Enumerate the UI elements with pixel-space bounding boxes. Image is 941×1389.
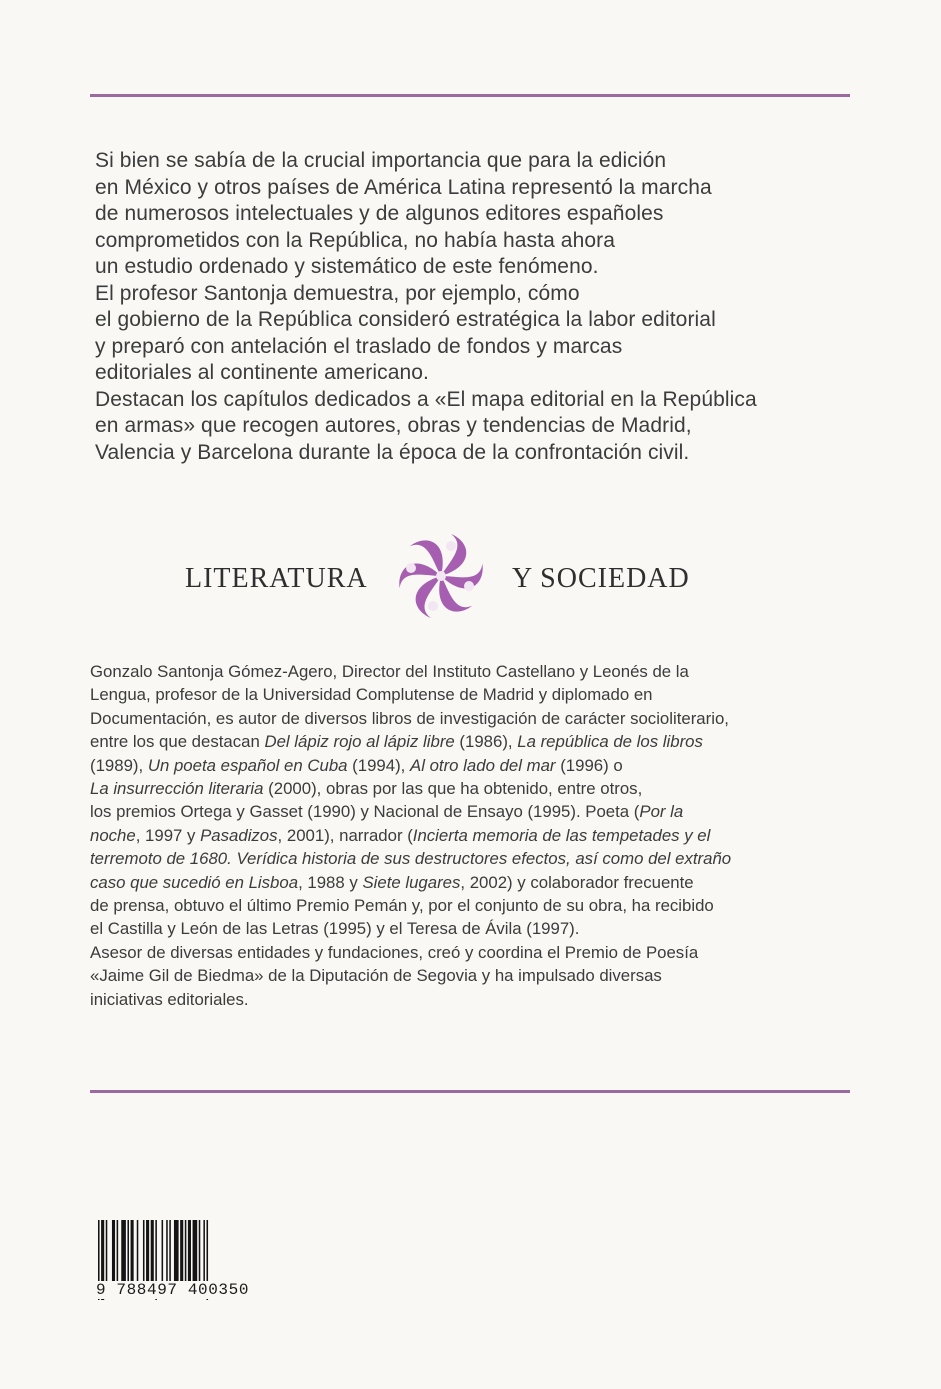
book-title: Pasadizos bbox=[200, 825, 278, 845]
bio-line bbox=[90, 894, 850, 917]
bio-text: Gonzalo Santonja Gómez-Agero, Director del Instituto Castellano y Leonés de la bbox=[90, 662, 689, 681]
bio-text: , 1997 y bbox=[135, 825, 201, 845]
barcode-bar bbox=[199, 1220, 201, 1282]
bottom-divider bbox=[90, 1090, 850, 1093]
bio-text: , 2001), narrador ( bbox=[277, 825, 413, 845]
series-title-part2: Y SOCIEDAD bbox=[512, 563, 690, 594]
barcode-bar bbox=[146, 1220, 149, 1282]
barcode-bar bbox=[180, 1220, 183, 1282]
blurb-line: editoriales al continente americano. bbox=[95, 361, 429, 384]
bio-line bbox=[90, 800, 850, 823]
blurb-line: un estudio ordenado y sistemático de este fenómeno. bbox=[95, 255, 599, 278]
bio-text: iniciativas editoriales. bbox=[90, 989, 249, 1009]
barcode-bar bbox=[112, 1220, 115, 1282]
barcode-bar bbox=[166, 1220, 168, 1282]
blurb-line: Valencia y Barcelona durante la época de la confrontación civil. bbox=[95, 440, 690, 464]
blurb-line: el gobierno de la República consideró estratégica la labor editorial bbox=[95, 308, 716, 331]
bio-line bbox=[90, 777, 850, 800]
blurb-line: en México y otros países de América Latina representó la marcha bbox=[95, 175, 712, 199]
barcode-bar bbox=[162, 1220, 164, 1282]
pinwheel-center bbox=[436, 571, 446, 581]
pinwheel-dot bbox=[464, 581, 474, 591]
pinwheel-icon bbox=[397, 533, 485, 619]
bio-line bbox=[90, 847, 850, 870]
book-title: Del lápiz rojo al lápiz libre bbox=[264, 732, 455, 752]
bio-line bbox=[90, 660, 850, 683]
blurb-line: El profesor Santonja demuestra, por ejemplo, cómo bbox=[95, 281, 580, 305]
book-title: La república de los libros bbox=[517, 732, 703, 752]
book-title: caso que sucedió en Lisboa bbox=[90, 872, 299, 892]
barcode-bar bbox=[193, 1220, 198, 1282]
bio-text: los premios Ortega y Gasset (1990) y Nacional de Ensayo (1995). Poeta ( bbox=[90, 802, 640, 822]
back-cover-blurb bbox=[95, 148, 835, 466]
barcode-bar bbox=[174, 1220, 179, 1282]
book-title: Incierta memoria de las tempetades y el bbox=[412, 825, 711, 845]
bio-text: (2000), obras por las que ha obtenido, entre otros, bbox=[263, 779, 643, 799]
bio-line bbox=[90, 917, 850, 940]
blurb-line: comprometidos con la República, no había hasta ahora bbox=[95, 228, 616, 252]
pinwheel-dot bbox=[406, 563, 416, 573]
barcode-bar bbox=[117, 1220, 119, 1282]
bio-text: Documentación, es autor de diversos libros de investigación de carácter socioliterario, bbox=[90, 708, 729, 728]
barcode-bar bbox=[188, 1220, 191, 1282]
book-title: Un poeta español en Cuba bbox=[147, 755, 348, 775]
barcode-bar bbox=[143, 1220, 145, 1282]
pinwheel-blade bbox=[416, 576, 441, 618]
bio-line bbox=[90, 707, 850, 730]
book-title: Siete lugares bbox=[362, 872, 461, 892]
bio-text: (1986), bbox=[454, 732, 518, 752]
blurb-line: Si bien se sabía de la crucial importancia que para la edición bbox=[95, 149, 667, 172]
book-title: Por la bbox=[639, 802, 684, 822]
barcode-bar bbox=[203, 1220, 205, 1282]
bio-line bbox=[90, 941, 850, 964]
bio-text: Asesor de diversas entidades y fundaciones, creó y coordina el Premio de Poesía bbox=[90, 942, 699, 962]
barcode-bar bbox=[151, 1220, 154, 1282]
bio-text: , 2002) y colaborador frecuente bbox=[460, 872, 694, 892]
barcode-bar bbox=[169, 1220, 171, 1282]
blurb-line: en armas» que recogen autores, obras y tendencias de Madrid, bbox=[95, 414, 692, 437]
bio-line bbox=[90, 683, 850, 706]
barcode-bar bbox=[137, 1220, 139, 1282]
barcode-bar bbox=[185, 1220, 187, 1282]
pinwheel-blade bbox=[441, 534, 466, 576]
bio-line bbox=[90, 754, 850, 777]
blurb-line: de numerosos intelectuales y de algunos editores españoles bbox=[95, 202, 664, 225]
bio-line bbox=[90, 730, 850, 753]
book-title: terremoto de 1680. Verídica historia de sus destructores efectos, así como del extraño bbox=[90, 849, 732, 869]
barcode-bar bbox=[127, 1220, 129, 1282]
isbn-barcode bbox=[96, 1220, 256, 1306]
blurb-line: y preparó con antelación el traslado de fondos y marcas bbox=[95, 334, 623, 358]
series-logo bbox=[185, 533, 785, 623]
bio-line bbox=[90, 871, 850, 894]
pinwheel-dot bbox=[428, 601, 438, 611]
author-biography bbox=[90, 660, 850, 1011]
bio-text: el Castilla y León de las Letras (1995) y el Teresa de Ávila (1997). bbox=[90, 919, 580, 939]
barcode-bar bbox=[131, 1220, 134, 1282]
bio-text: entre los que destacan bbox=[90, 732, 265, 752]
book-title: Al otro lado del mar bbox=[410, 755, 556, 775]
isbn-number: 9 788497 400350 bbox=[96, 1281, 256, 1299]
bio-text: (1989), bbox=[90, 755, 148, 775]
bio-line bbox=[90, 988, 850, 1011]
bio-text: «Jaime Gil de Biedma» de la Diputación de Segovia y ha impulsado diversas bbox=[90, 966, 662, 986]
blurb-line: Destacan los capítulos dedicados a «El mapa editorial en la República bbox=[95, 387, 757, 411]
book-title: La insurrección literaria bbox=[90, 779, 264, 799]
book-title: noche bbox=[90, 825, 136, 845]
bio-line bbox=[90, 824, 850, 847]
bio-text: (1996) o bbox=[555, 755, 623, 775]
barcode-bar bbox=[106, 1220, 108, 1282]
bio-text: Lengua, profesor de la Universidad Complutense de Madrid y diplomado en bbox=[90, 685, 653, 705]
pinwheel-dot bbox=[446, 541, 456, 551]
bio-text: , 1988 y bbox=[298, 872, 363, 892]
top-divider bbox=[90, 94, 850, 97]
barcode-bar bbox=[121, 1220, 126, 1282]
series-title-part1: LITERATURA bbox=[185, 563, 368, 594]
bio-line bbox=[90, 964, 850, 987]
bio-text: (1994), bbox=[347, 755, 411, 775]
bio-text: de prensa, obtuvo el último Premio Pemán y, por el conjunto de su obra, ha recibido bbox=[90, 896, 714, 916]
